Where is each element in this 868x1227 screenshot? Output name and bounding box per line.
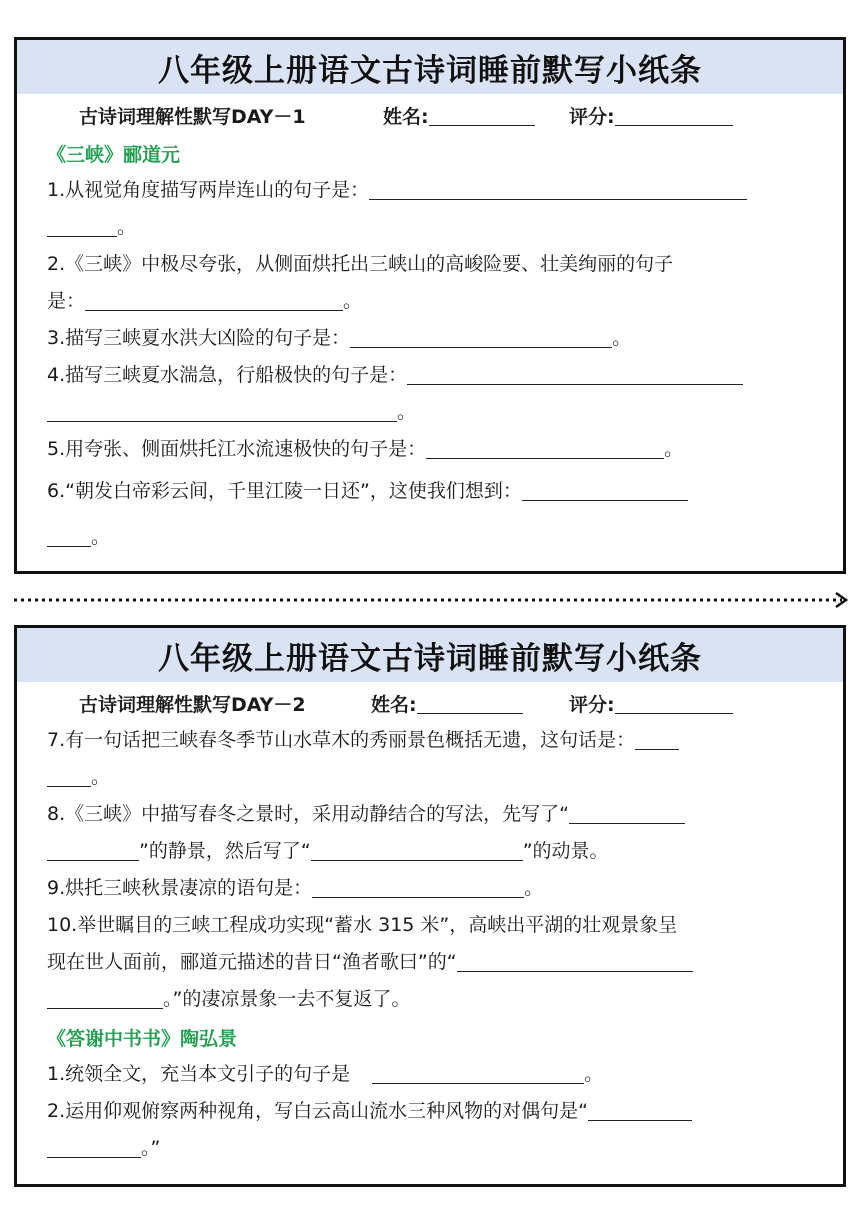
answer-blank[interactable] [47, 1133, 141, 1158]
score-label: 评分: [569, 106, 615, 128]
answer-blank[interactable] [47, 522, 91, 547]
name-label: 姓名: [371, 694, 417, 716]
answer-blank[interactable] [350, 323, 612, 348]
card-meta [17, 94, 843, 134]
question-1: 1.从视觉角度描写两岸连山的句子是： [47, 172, 821, 209]
answer-blank[interactable] [635, 725, 679, 750]
question-10-cont: 现在世人面前，郦道元描述的昔日“渔者歌曰”的“ [47, 944, 821, 981]
name-field[interactable] [371, 690, 523, 717]
score-blank[interactable] [615, 105, 733, 126]
name-blank[interactable] [417, 693, 523, 714]
score-blank[interactable] [615, 693, 733, 714]
card-title: 八年级上册语文古诗词睡前默写小纸条 [17, 628, 843, 682]
answer-blank[interactable] [522, 476, 688, 501]
score-field[interactable] [569, 102, 733, 129]
question-6: 6.“朝发白帝彩云间，千里江陵一日还”，这使我们想到： [47, 468, 821, 514]
answer-blank[interactable] [457, 947, 693, 972]
question-9: 9.烘托三峡秋景凄凉的语句是： 。 [47, 870, 821, 907]
card-meta [17, 682, 843, 722]
answer-blank[interactable] [47, 762, 91, 787]
question-7: 7.有一句话把三峡春冬季节山水草木的秀丽景色概括无遗，这句话是： [47, 722, 821, 759]
name-field[interactable] [383, 102, 535, 129]
answer-blank[interactable] [426, 434, 664, 459]
question-p2-cont: 。” [47, 1130, 821, 1167]
question-1-cont: 。 [47, 209, 821, 246]
question-8-cont: ”的静景，然后写了“ ”的动景。 [47, 833, 821, 870]
question-2-cont: 是： 。 [47, 283, 821, 320]
answer-blank[interactable] [369, 175, 747, 200]
answer-blank[interactable] [407, 360, 743, 385]
question-10: 10.举世瞩目的三峡工程成功实现“蓄水 315 米”，高峡出平湖的壮观景象呈 [47, 914, 678, 936]
question-p1: 1.统领全文，充当本文引子的句子是 。 [47, 1056, 821, 1093]
question-5: 5.用夸张、侧面烘托江水流速极快的句子是： 。 [47, 431, 821, 468]
question-p2: 2.运用仰观俯察两种视角，写白云高山流水三种风物的对偶句是“ [47, 1093, 821, 1130]
question-4-cont: 。 [47, 394, 821, 431]
answer-blank[interactable] [47, 984, 163, 1009]
dictation-card-day1 [14, 37, 846, 574]
question-3: 3.描写三峡夏水洪大凶险的句子是： 。 [47, 320, 821, 357]
answer-blank[interactable] [47, 836, 139, 861]
answer-blank[interactable] [569, 799, 685, 824]
day-label: 古诗词理解性默写DAY－2 [79, 694, 306, 716]
name-blank[interactable] [429, 105, 535, 126]
score-field[interactable] [569, 690, 733, 717]
answer-blank[interactable] [85, 286, 343, 311]
question-10-end: 。”的凄凉景象一去不复返了。 [47, 981, 821, 1018]
name-label: 姓名: [383, 106, 429, 128]
answer-blank[interactable] [312, 873, 524, 898]
question-6-cont: 。 [47, 514, 821, 560]
answer-blank[interactable] [47, 212, 117, 237]
dictation-card-day2 [14, 625, 846, 1187]
day-label: 古诗词理解性默写DAY－1 [79, 106, 306, 128]
answer-blank[interactable] [588, 1096, 692, 1121]
question-8: 8.《三峡》中描写春冬之景时，采用动静结合的写法，先写了“ [47, 796, 821, 833]
card-title: 八年级上册语文古诗词睡前默写小纸条 [17, 40, 843, 94]
answer-blank[interactable] [372, 1059, 584, 1084]
question-4: 4.描写三峡夏水湍急，行船极快的句子是： [47, 357, 821, 394]
question-7-cont: 。 [47, 759, 821, 796]
section-title-dxzss: 《答谢中书书》陶弘景 [47, 1028, 238, 1050]
score-label: 评分: [569, 694, 615, 716]
dotted-arrow-divider [14, 590, 854, 610]
section-title-sanxia: 《三峡》郦道元 [47, 144, 181, 166]
answer-blank[interactable] [311, 836, 523, 861]
question-2: 2.《三峡》中极尽夸张，从侧面烘托出三峡山的高峻险要、壮美绚丽的句子 [47, 253, 674, 275]
answer-blank[interactable] [47, 397, 397, 422]
